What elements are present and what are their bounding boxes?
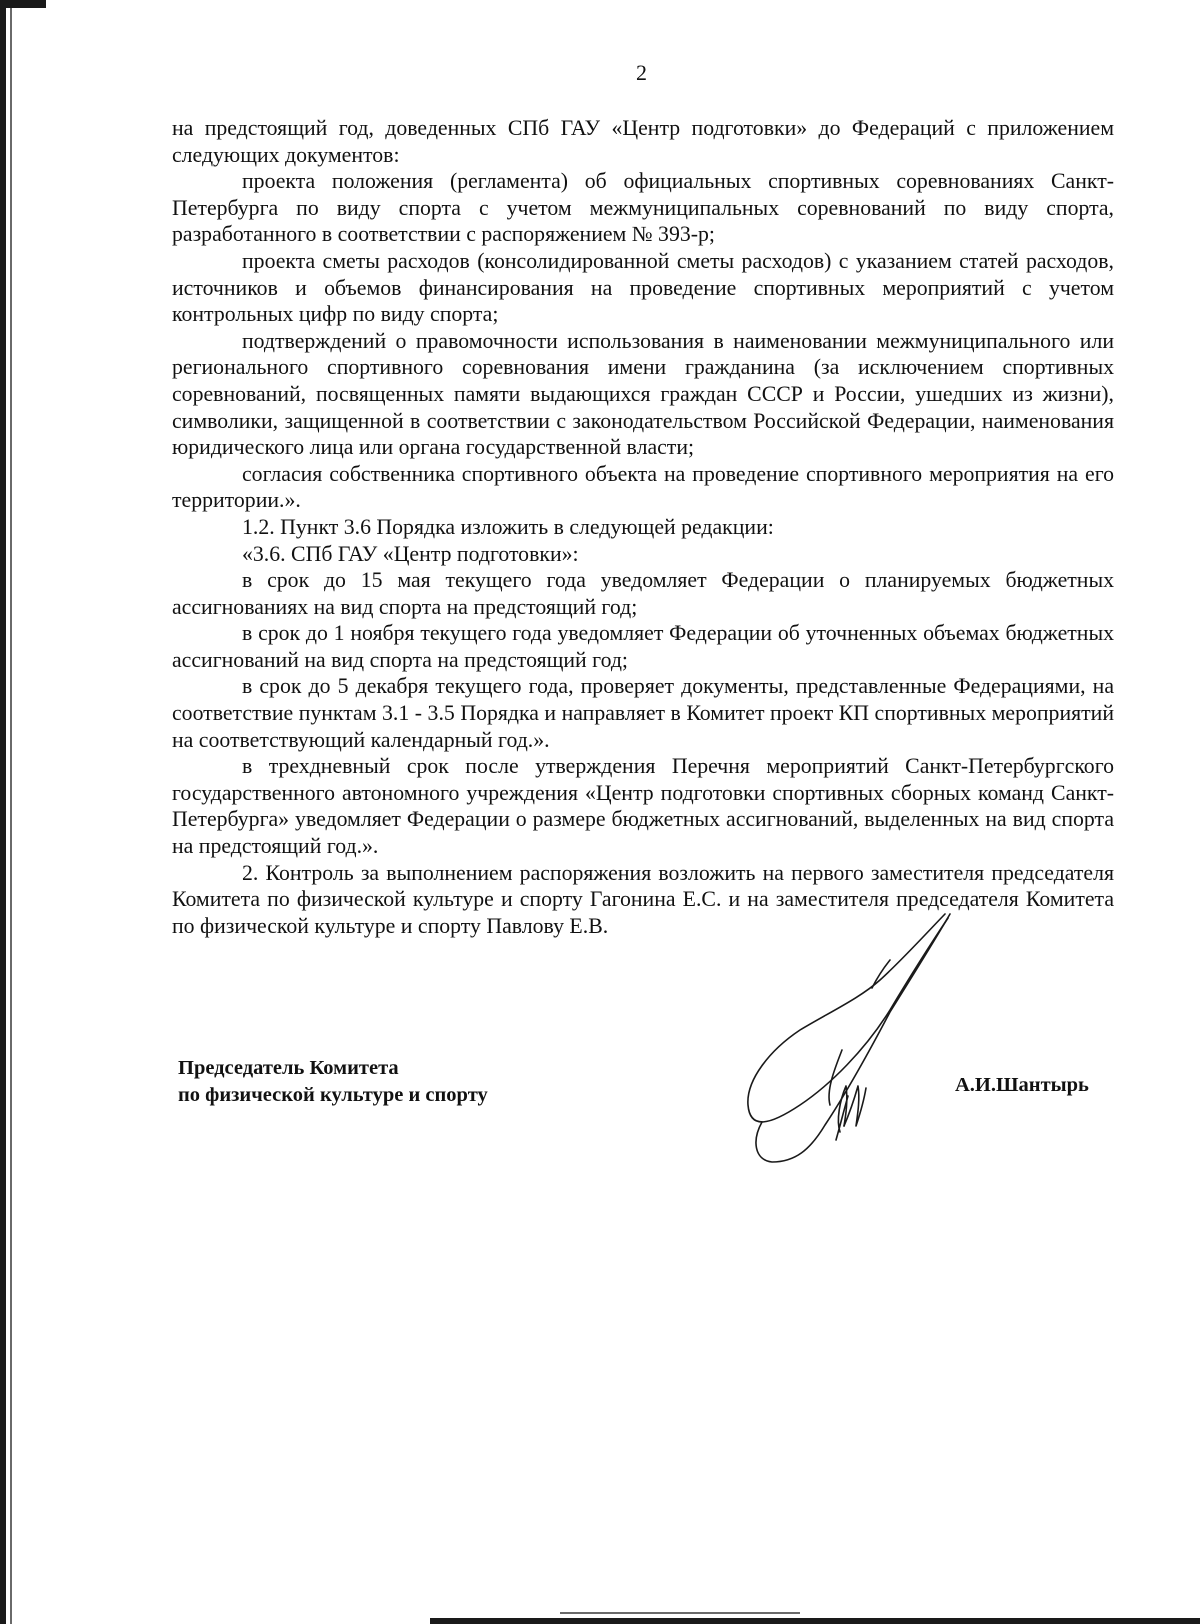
signatory-title-line-2: по физической культуре и спорту — [178, 1084, 488, 1106]
paragraph-11: в трехдневный срок после утверждения Перечня мероприятий Санкт-Петербургского государственного автономного учреждения «Центр подготовки спортивных сборных команд Санкт-Петербурга» уведомляет Федерации о размере бюджетных ассигнований, выделенных на вид спорта на предстоящий год.». — [172, 754, 1114, 859]
paragraph-6: 1.2. Пункт 3.6 Порядка изложить в следующей редакции: — [242, 514, 774, 539]
paragraph-7: «3.6. СПб ГАУ «Центр подготовки»: — [242, 541, 579, 566]
paragraph-4: подтверждений о правомочности использования в наименовании межмуниципального или регионального спортивного соревнования имени гражданина (за исключением спортивных соревнований, посвященных памяти выдающихся граждан СССР и России, ушедших из жизни), символики, защищенной в соответствии с законодательством Российской Федерации, наименования юридического лица или органа государственной власти; — [172, 328, 1114, 460]
paragraph-5: согласия собственника спортивного объекта на проведение спортивного мероприятия на его территории.». — [172, 461, 1114, 513]
paragraph-10: в срок до 5 декабря текущего года, проверяет документы, представленные Федерациями, на соответствие пунктам 3.1 - 3.5 Порядка и направляет в Комитет проект КП спортивных мероприятий на соответствующий календарный год.». — [172, 674, 1114, 752]
signatory-title-line-1: Председатель Комитета — [178, 1057, 399, 1079]
paragraph-8: в срок до 15 мая текущего года уведомляет Федерации о планируемых бюджетных ассигнованиях на вид спорта на предстоящий год; — [172, 568, 1114, 619]
signatory-title — [178, 1055, 488, 1109]
handwritten-signature — [740, 900, 970, 1200]
paragraph-3: проекта сметы расходов (консолидированной сметы расходов) с указанием статей расходов, источников и объемов финансирования на проведение спортивных мероприятий с учетом контрольных цифр по виду спорта; — [172, 248, 1114, 327]
scan-edge-left-inner — [10, 0, 12, 1624]
signer-name: А.И.Шантырь — [955, 1074, 1089, 1096]
document-body — [172, 115, 1114, 939]
scan-edge-left — [0, 0, 6, 1624]
scan-edge-top — [0, 0, 46, 8]
paragraph-2: проекта положения (регламента) об официальных спортивных соревнованиях Санкт-Петербурга по виду спорта с учетом межмуниципальных соревнований по виду спорта, разработанного в соответствии с распоряжением № 393-р; — [172, 169, 1114, 247]
scan-edge-bottom-inner — [560, 1612, 800, 1614]
paragraph-9: в срок до 1 ноября текущего года уведомляет Федерации об уточненных объемах бюджетных ассигнований на вид спорта на предстоящий год; — [172, 621, 1114, 672]
page-number: 2 — [636, 60, 647, 85]
paragraph-12: 2. Контроль за выполнением распоряжения возложить на первого заместителя председателя Комитета по физической культуре и спорту Гагонина Е.С. и на заместителя председателя Комитета по физической культуре и спорту Павлову Е.В. — [172, 860, 1114, 938]
scan-edge-bottom — [430, 1618, 1200, 1624]
paragraph-1: на предстоящий год, доведенных СПб ГАУ «Центр подготовки» до Федераций с приложением следующих документов: — [172, 116, 1114, 167]
